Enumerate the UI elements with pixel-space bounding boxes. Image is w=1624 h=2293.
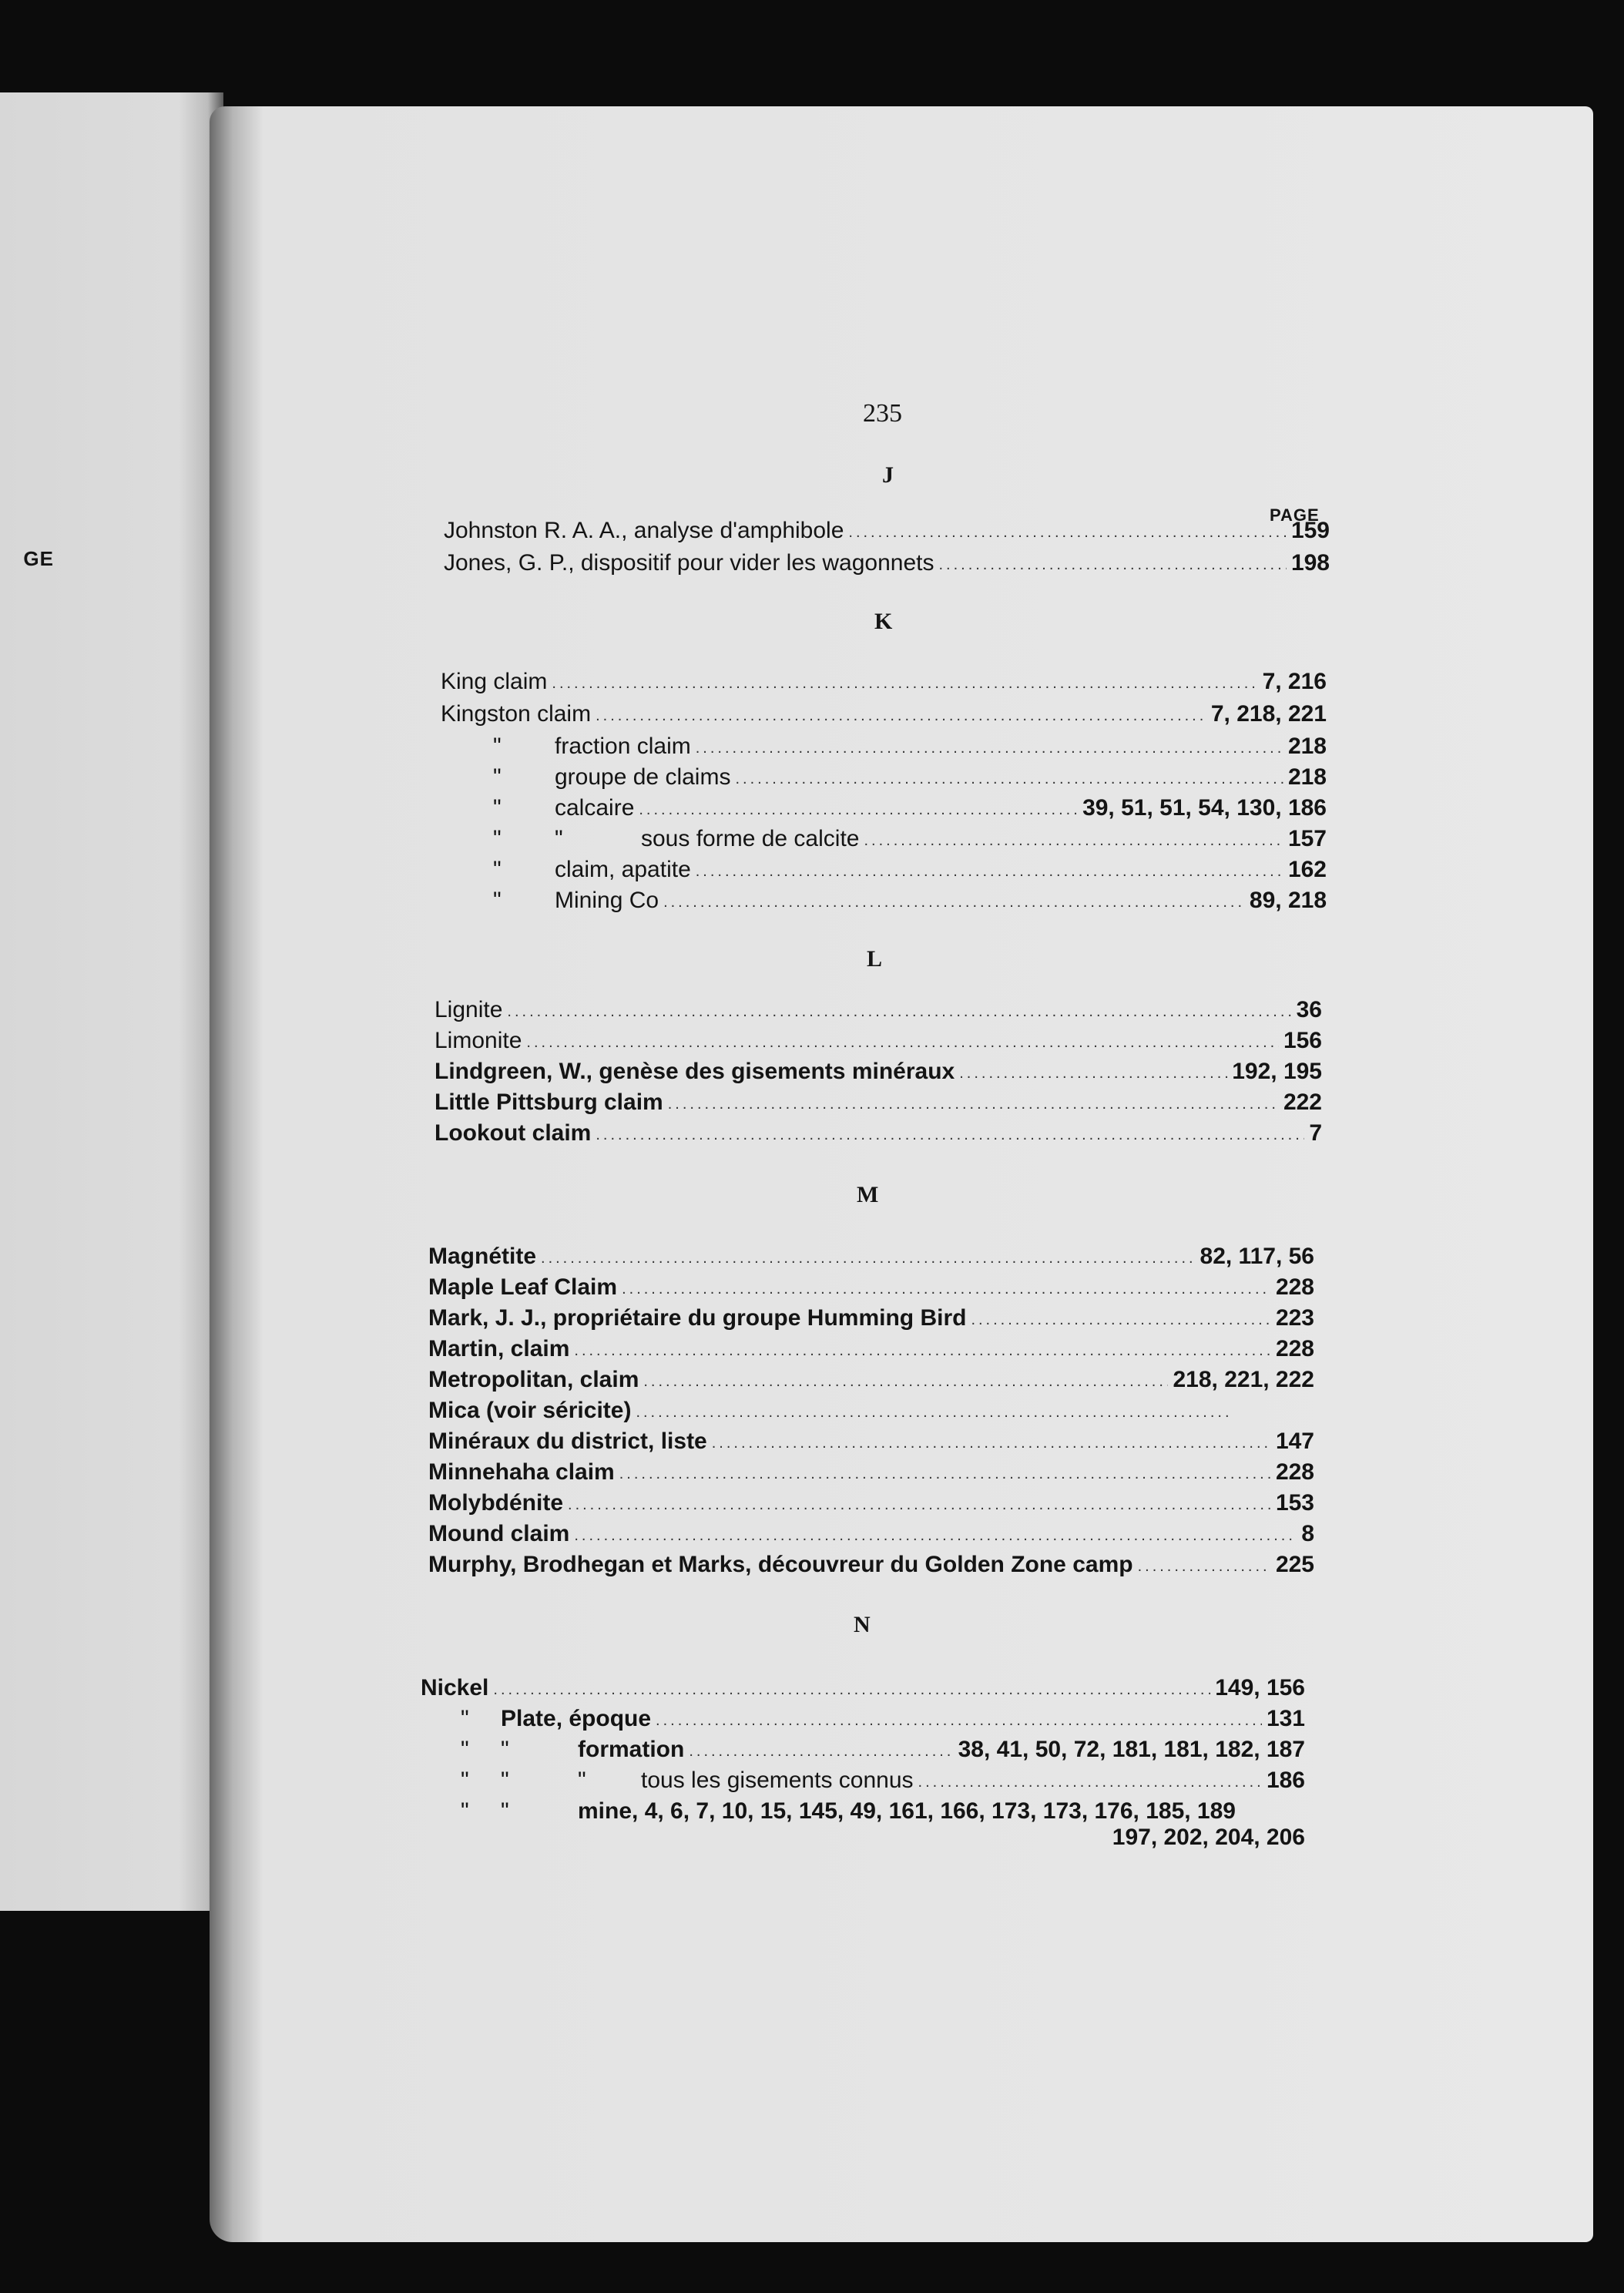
index-entry: " " mine, 4, 6, 7, 10, 15, 145, 49, 161, 166, 173, 173, 176, 185, 189 [461,1798,1236,1824]
index-entry: Lookout claim ..... 7 [435,1116,1322,1146]
section-letter-l: L [867,946,883,972]
index-entry: Metropolitan, claim ..... 218, 221, 222 [428,1362,1314,1393]
section-letter-m: M [857,1182,879,1207]
index-entry: Maple Leaf Claim ..... 228 [428,1270,1314,1301]
index-entry: Minéraux du district, liste ..... 147 [428,1424,1314,1455]
index-entry: " fraction claim ..... 218 [493,729,1327,760]
index-entry: " " " tous les gisements connus ..... 186 [461,1763,1305,1794]
index-entry: Limonite ..... 156 [435,1023,1322,1054]
index-entry: Lindgreen, W., genèse des gisements minéraux ..... 192, 195 [435,1054,1322,1085]
index-entry: Lignite ..... 36 [435,992,1322,1023]
index-entry: " groupe de claims ..... 218 [493,760,1327,791]
index-entry: Mound claim ..... 8 [428,1516,1314,1547]
index-entry: Nickel ..... 149, 156 [421,1670,1305,1701]
index-entry: Mica (voir séricite) ..... [428,1393,1237,1424]
index-entry: Murphy, Brodhegan et Marks, découvreur du Golden Zone camp ..... 225 [428,1547,1314,1578]
section-letter-j: J [882,462,894,488]
index-entry: Little Pittsburg claim ..... 222 [435,1085,1322,1116]
index-entry: Magnétite ..... 82, 117, 56 [428,1239,1314,1270]
index-entry: King claim ..... 7, 216 [441,664,1327,695]
index-entry: Molybdénite ..... 153 [428,1486,1314,1516]
section-letter-k: K [874,609,893,634]
index-entry: " claim, apatite ..... 162 [493,852,1327,883]
page-number: 235 [863,399,902,428]
page-column-header: PAGE [1270,505,1320,525]
index-entry: " calcaire ..... 39, 51, 51, 54, 130, 186 [493,791,1327,821]
index-entry: Minnehaha claim ..... 228 [428,1455,1314,1486]
index-entry-continuation: 197, 202, 204, 206 [1112,1825,1305,1850]
index-entry: " " formation ..... 38, 41, 50, 72, 181, 181, 182, 187 [461,1732,1305,1763]
index-entry: Johnston R. A. A., analyse d'amphibole ..... 159 [444,513,1330,544]
index-entry: " Mining Co ..... 89, 218 [493,883,1327,914]
index-entry: Jones, G. P., dispositif pour vider les wagonnets ..... 198 [444,546,1330,576]
section-letter-n: N [854,1612,871,1637]
index-entry: Martin, claim ..... 228 [428,1331,1314,1362]
left-page-header: GE [23,547,54,570]
index-entry: " Plate, époque ..... 131 [461,1701,1305,1732]
index-entry: Kingston claim ..... 7, 218, 221 [441,697,1327,727]
index-entry: Mark, J. J., propriétaire du groupe Humming Bird ..... 223 [428,1301,1314,1331]
index-entry: " " sous forme de calcite ..... 157 [493,821,1327,852]
left-page-fragment [0,92,223,1911]
